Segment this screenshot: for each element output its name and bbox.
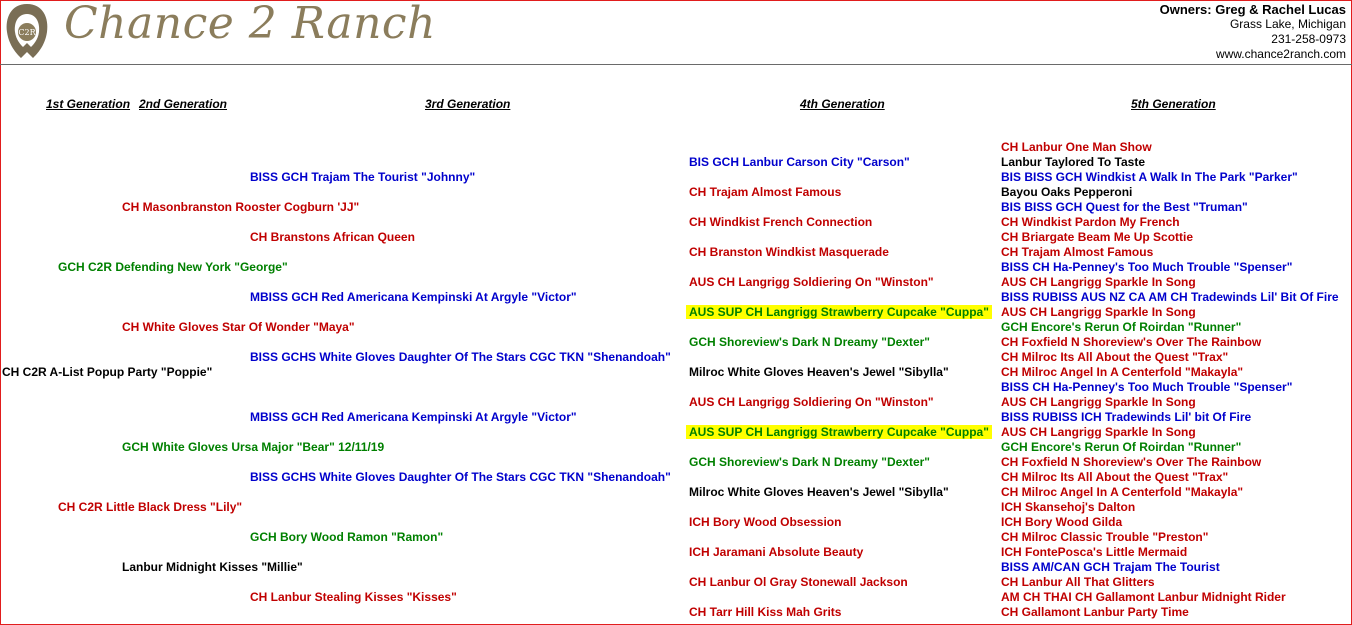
pedigree-entry-gen4: MBISS GCH Red Americana Kempinski At Argyle "Victor"	[250, 290, 577, 304]
gen-heading-2: 2nd Generation	[139, 97, 228, 111]
pedigree-entry-gen3: CH Masonbranston Rooster Cogburn 'JJ"	[122, 200, 360, 214]
pedigree-entry-gen6: BISS CH Ha-Penney's Too Much Trouble "Spenser"	[1001, 260, 1293, 274]
pedigree-entry-gen5: CH Trajam Almost Famous	[689, 185, 842, 199]
pedigree-entry-gen5: CH Tarr Hill Kiss Mah Grits	[689, 605, 842, 619]
pedigree-entry-gen6: ICH Bory Wood Gilda	[1001, 515, 1123, 529]
pedigree-entry-gen4: BISS GCHS White Gloves Daughter Of The Stars CGC TKN "Shenandoah"	[250, 350, 671, 364]
pedigree-entry-gen3: GCH White Gloves Ursa Major "Bear" 12/11/19	[122, 440, 385, 454]
gen-heading-1: 1st Generation	[46, 97, 131, 111]
pedigree-entry-gen6: GCH Encore's Rerun Of Roirdan "Runner"	[1001, 320, 1242, 334]
logo-text: C2R	[18, 28, 36, 37]
pedigree-entry-gen6: CH Lanbur All That Glitters	[1001, 575, 1155, 589]
horseshoe-logo	[3, 2, 51, 60]
pedigree-entry-gen3: Lanbur Midnight Kisses "Millie"	[122, 560, 303, 574]
pedigree-entry-gen6: BIS BISS GCH Windkist A Walk In The Park "Parker"	[1001, 170, 1298, 184]
pedigree-entry-gen6: CH Foxfield N Shoreview's Over The Rainbow	[1001, 455, 1262, 469]
brand-title: Chance 2 Ranch	[64, 0, 436, 49]
pedigree-entry-gen5: ICH Jaramani Absolute Beauty	[689, 545, 864, 559]
owners-title: Owners: Greg & Rachel Lucas	[1159, 2, 1346, 17]
pedigree-entry-gen6: BISS AM/CAN GCH Trajam The Tourist	[1001, 560, 1220, 574]
pedigree-entry-gen6: CH Milroc Angel In A Centerfold "Makayla"	[1001, 365, 1244, 379]
pedigree-entry-gen6: CH Milroc Angel In A Centerfold "Makayla"	[1001, 485, 1244, 499]
pedigree-entry-gen6: Bayou Oaks Pepperoni	[1001, 185, 1133, 199]
pedigree-entry-gen6: CH Milroc Its All About the Quest "Trax"	[1001, 470, 1229, 484]
pedigree-entry-gen4: GCH Bory Wood Ramon "Ramon"	[250, 530, 444, 544]
gen-heading-3: 3rd Generation	[425, 97, 511, 111]
pedigree-entry-gen6: CH Milroc Classic Trouble "Preston"	[1001, 530, 1209, 544]
pedigree-entry-gen5: CH Lanbur Ol Gray Stonewall Jackson	[689, 575, 908, 589]
pedigree-entry-gen6: CH Lanbur One Man Show	[1001, 140, 1152, 154]
owner-info	[1160, 2, 1346, 62]
pedigree-entry-gen6: BISS RUBISS ICH Tradewinds Lil' bit Of Fire	[1001, 410, 1252, 424]
pedigree-entry-gen6: CH Windkist Pardon My French	[1001, 215, 1180, 229]
pedigree-entry-gen6: AM CH THAI CH Gallamont Lanbur Midnight Rider	[1001, 590, 1286, 604]
pedigree-entry-gen5: Milroc White Gloves Heaven's Jewel "Sibylla"	[689, 365, 949, 379]
pedigree-entry-gen6: ICH Skansehoj's Dalton	[1001, 500, 1136, 514]
pedigree-entry-gen6: AUS CH Langrigg Sparkle In Song	[1001, 425, 1196, 439]
pedigree-entry-gen6: AUS CH Langrigg Sparkle In Song	[1001, 305, 1196, 319]
pedigree-entry-gen4: CH Branstons African Queen	[250, 230, 415, 244]
pedigree-entry-gen6: ICH FontePosca's Little Mermaid	[1001, 545, 1188, 559]
pedigree-entry-gen6: BIS BISS GCH Quest for the Best "Truman"	[1001, 200, 1248, 214]
pedigree-entry-gen5: AUS CH Langrigg Soldiering On "Winston"	[689, 275, 934, 289]
gen-heading-5: 5th Generation	[1131, 97, 1216, 111]
pedigree-entry-gen5: GCH Shoreview's Dark N Dreamy "Dexter"	[689, 335, 930, 349]
pedigree-entry-gen6: GCH Encore's Rerun Of Roirdan "Runner"	[1001, 440, 1242, 454]
pedigree-entry-gen2: CH C2R Little Black Dress "Lily"	[58, 500, 243, 514]
owners-phone: 231-258-0973	[1271, 32, 1346, 46]
pedigree-entry-gen6: CH Gallamont Lanbur Party Time	[1001, 605, 1189, 619]
pedigree-entry-gen5: AUS SUP CH Langrigg Strawberry Cupcake "Cuppa"	[689, 305, 992, 319]
pedigree-entry-gen5: Milroc White Gloves Heaven's Jewel "Sibylla"	[689, 485, 949, 499]
pedigree-entry-gen1: CH C2R A-List Popup Party "Poppie"	[2, 365, 213, 379]
pedigree-entry-gen6: AUS CH Langrigg Sparkle In Song	[1001, 395, 1196, 409]
pedigree-entry-gen4: BISS GCH Trajam The Tourist "Johnny"	[250, 170, 476, 184]
pedigree-entry-gen5: GCH Shoreview's Dark N Dreamy "Dexter"	[689, 455, 930, 469]
pedigree-entry-gen6: CH Foxfield N Shoreview's Over The Rainbow	[1001, 335, 1262, 349]
gen-heading-4: 4th Generation	[800, 97, 885, 111]
pedigree-entry-gen5: CH Branston Windkist Masquerade	[689, 245, 889, 259]
pedigree-entry-gen2: GCH C2R Defending New York "George"	[58, 260, 288, 274]
owners-website[interactable]: www.chance2ranch.com	[1215, 47, 1346, 61]
pedigree-entry-gen6: BISS RUBISS AUS NZ CA AM CH Tradewinds Lil' Bit Of Fire	[1001, 290, 1339, 304]
owners-location: Grass Lake, Michigan	[1229, 17, 1346, 31]
pedigree-entry-gen5: BIS GCH Lanbur Carson City "Carson"	[689, 155, 910, 169]
pedigree-entry-gen6: CH Milroc Its All About the Quest "Trax"	[1001, 350, 1229, 364]
pedigree-entry-gen3: CH White Gloves Star Of Wonder "Maya"	[122, 320, 355, 334]
pedigree-entry-gen5: ICH Bory Wood Obsession	[689, 515, 842, 529]
pedigree-entry-gen4: MBISS GCH Red Americana Kempinski At Argyle "Victor"	[250, 410, 577, 424]
pedigree-entry-gen6: Lanbur Taylored To Taste	[1001, 155, 1146, 169]
pedigree-entry-gen6: AUS CH Langrigg Sparkle In Song	[1001, 275, 1196, 289]
pedigree-entry-gen5: CH Windkist French Connection	[689, 215, 873, 229]
pedigree-entry-gen5: AUS CH Langrigg Soldiering On "Winston"	[689, 395, 934, 409]
header-divider	[0, 64, 1352, 65]
pedigree-entry-gen4: BISS GCHS White Gloves Daughter Of The Stars CGC TKN "Shenandoah"	[250, 470, 671, 484]
pedigree-entry-gen4: CH Lanbur Stealing Kisses "Kisses"	[250, 590, 457, 604]
pedigree-entry-gen5: AUS SUP CH Langrigg Strawberry Cupcake "Cuppa"	[689, 425, 992, 439]
pedigree-entry-gen6: BISS CH Ha-Penney's Too Much Trouble "Spenser"	[1001, 380, 1293, 394]
pedigree-entry-gen6: CH Briargate Beam Me Up Scottie	[1001, 230, 1194, 244]
pedigree-entry-gen6: CH Trajam Almost Famous	[1001, 245, 1154, 259]
